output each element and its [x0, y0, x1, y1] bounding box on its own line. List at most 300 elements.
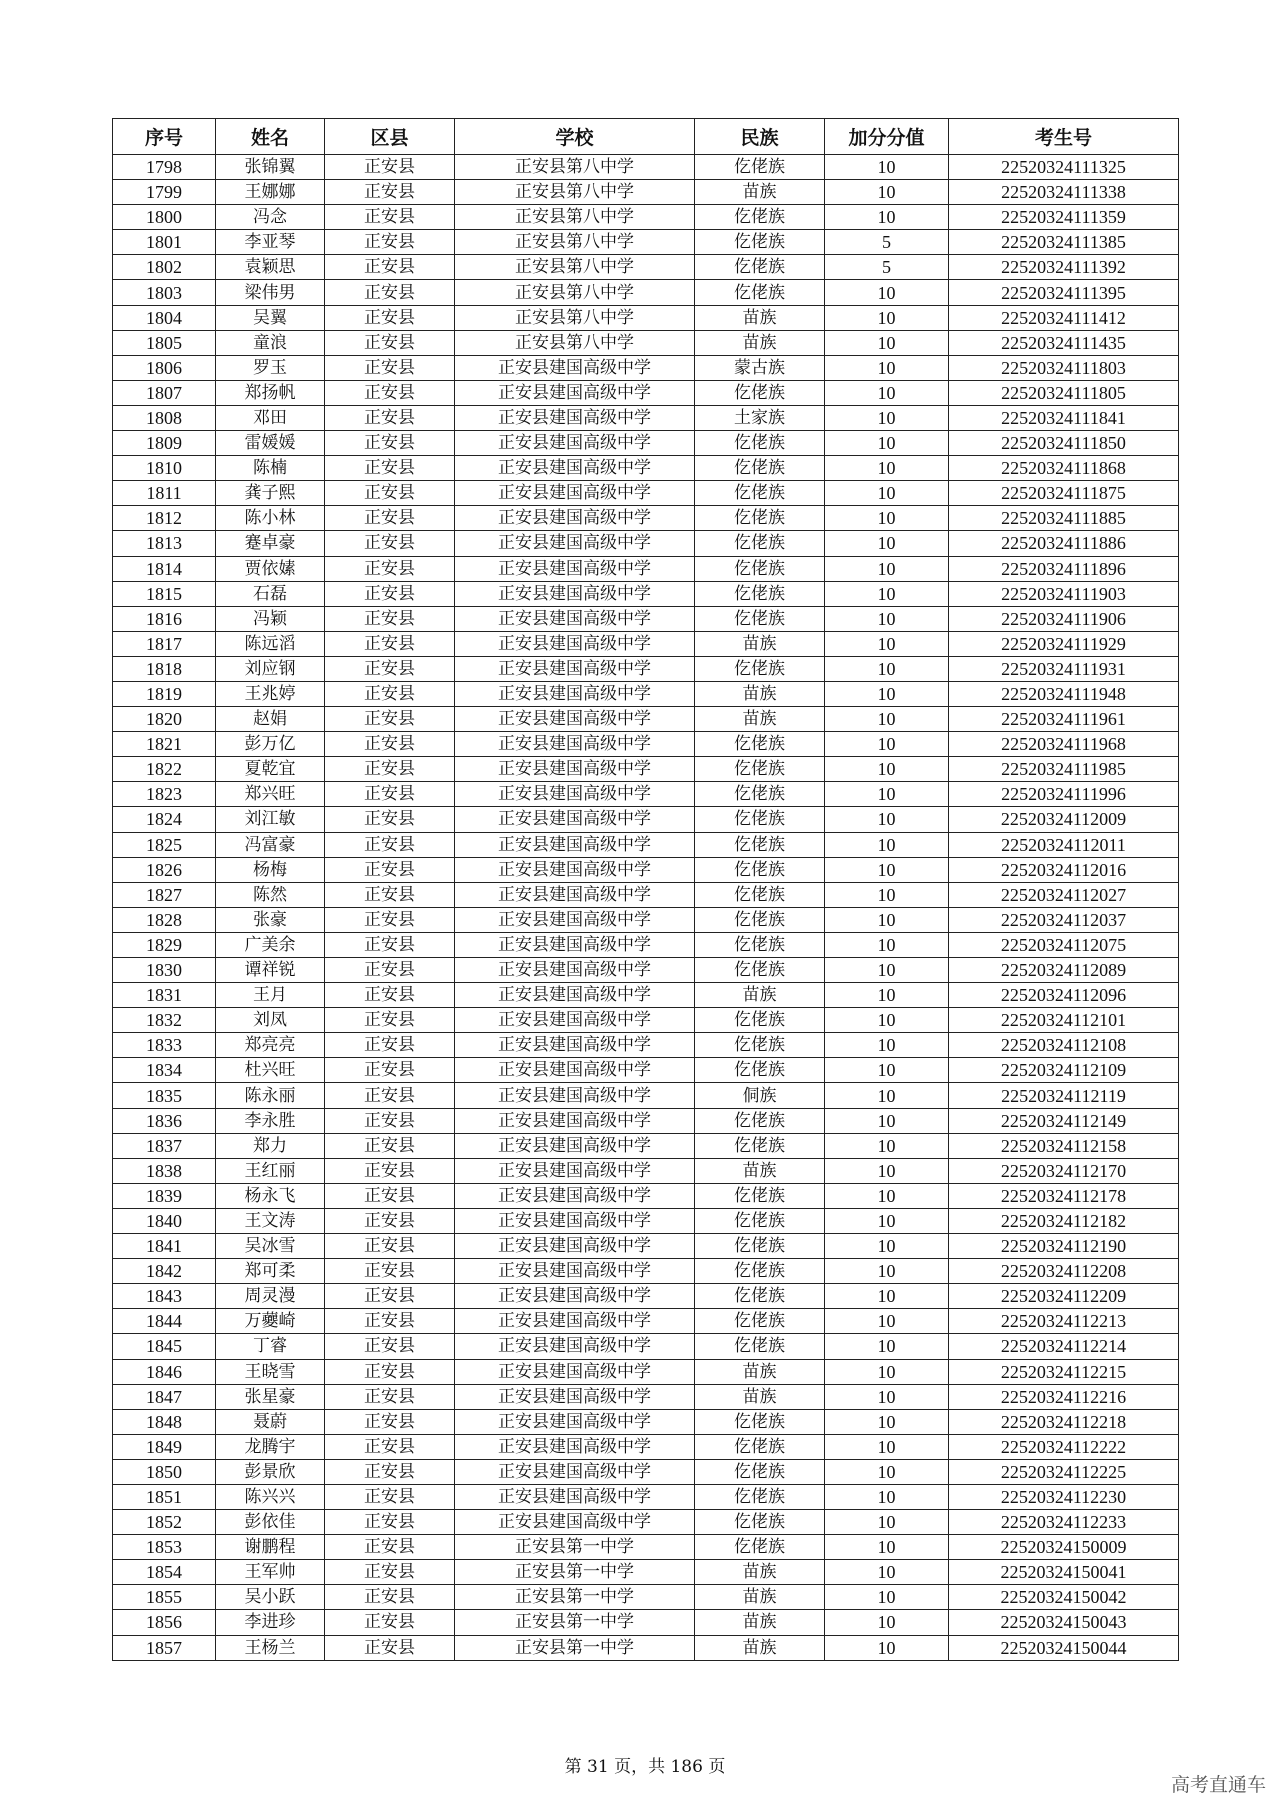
cell-ethnicity: 仡佬族 [695, 1183, 825, 1208]
cell-name: 邓田 [216, 405, 325, 430]
cell-ethnicity: 仡佬族 [695, 857, 825, 882]
table-row [113, 882, 1179, 907]
cell-bonus: 10 [825, 983, 949, 1008]
table-row [113, 807, 1179, 832]
cell-index: 1823 [113, 782, 216, 807]
table-row [113, 1409, 1179, 1434]
cell-school: 正安县建国高级中学 [455, 907, 695, 932]
cell-name: 彭景欣 [216, 1459, 325, 1484]
cell-bonus: 10 [825, 1610, 949, 1635]
table-row [113, 330, 1179, 355]
cell-exam-id: 22520324112119 [949, 1083, 1179, 1108]
cell-exam-id: 22520324111805 [949, 380, 1179, 405]
cell-county: 正安县 [325, 1234, 455, 1259]
cell-bonus: 10 [825, 1033, 949, 1058]
cell-school: 正安县建国高级中学 [455, 782, 695, 807]
cell-county: 正安县 [325, 380, 455, 405]
table-row [113, 1083, 1179, 1108]
table-row [113, 280, 1179, 305]
cell-county: 正安县 [325, 355, 455, 380]
cell-county: 正安县 [325, 1309, 455, 1334]
cell-county: 正安县 [325, 431, 455, 456]
table-row [113, 1359, 1179, 1384]
cell-bonus: 10 [825, 782, 949, 807]
cell-school: 正安县建国高级中学 [455, 631, 695, 656]
cell-index: 1802 [113, 255, 216, 280]
cell-exam-id: 22520324112089 [949, 958, 1179, 983]
cell-index: 1828 [113, 907, 216, 932]
cell-bonus: 10 [825, 1409, 949, 1434]
cell-name: 冯念 [216, 205, 325, 230]
cell-ethnicity: 仡佬族 [695, 230, 825, 255]
cell-bonus: 10 [825, 832, 949, 857]
cell-ethnicity: 仡佬族 [695, 1234, 825, 1259]
cell-exam-id: 22520324112011 [949, 832, 1179, 857]
cell-index: 1822 [113, 757, 216, 782]
cell-ethnicity: 仡佬族 [695, 1058, 825, 1083]
cell-ethnicity: 仡佬族 [695, 1409, 825, 1434]
cell-name: 彭依佳 [216, 1510, 325, 1535]
cell-exam-id: 22520324111896 [949, 556, 1179, 581]
cell-school: 正安县建国高级中学 [455, 506, 695, 531]
bonus-points-table [112, 118, 1179, 1661]
cell-school: 正安县建国高级中学 [455, 1234, 695, 1259]
cell-ethnicity: 仡佬族 [695, 1033, 825, 1058]
cell-exam-id: 22520324150042 [949, 1585, 1179, 1610]
table-row [113, 958, 1179, 983]
cell-name: 郑扬帆 [216, 380, 325, 405]
cell-exam-id: 22520324112216 [949, 1384, 1179, 1409]
cell-name: 王晓雪 [216, 1359, 325, 1384]
cell-county: 正安县 [325, 958, 455, 983]
cell-name: 陈远滔 [216, 631, 325, 656]
cell-name: 聂蔚 [216, 1409, 325, 1434]
cell-bonus: 10 [825, 1560, 949, 1585]
table-row [113, 255, 1179, 280]
table-row [113, 832, 1179, 857]
cell-ethnicity: 仡佬族 [695, 757, 825, 782]
cell-exam-id: 22520324112149 [949, 1108, 1179, 1133]
cell-school: 正安县第八中学 [455, 180, 695, 205]
table-row [113, 506, 1179, 531]
cell-bonus: 10 [825, 330, 949, 355]
cell-ethnicity: 仡佬族 [695, 832, 825, 857]
header-school: 学校 [455, 119, 695, 155]
cell-ethnicity: 仡佬族 [695, 1208, 825, 1233]
cell-name: 李亚琴 [216, 230, 325, 255]
cell-name: 吴小跃 [216, 1585, 325, 1610]
cell-bonus: 10 [825, 481, 949, 506]
cell-index: 1815 [113, 581, 216, 606]
table-row [113, 1560, 1179, 1585]
cell-exam-id: 22520324112225 [949, 1459, 1179, 1484]
table-row [113, 481, 1179, 506]
cell-bonus: 10 [825, 1259, 949, 1284]
cell-index: 1818 [113, 656, 216, 681]
cell-name: 冯富豪 [216, 832, 325, 857]
cell-ethnicity: 苗族 [695, 983, 825, 1008]
cell-ethnicity: 仡佬族 [695, 882, 825, 907]
cell-index: 1844 [113, 1309, 216, 1334]
cell-bonus: 10 [825, 456, 949, 481]
cell-exam-id: 22520324112109 [949, 1058, 1179, 1083]
cell-name: 王兆婷 [216, 681, 325, 706]
table-row [113, 456, 1179, 481]
cell-ethnicity: 苗族 [695, 1610, 825, 1635]
cell-county: 正安县 [325, 456, 455, 481]
cell-name: 石磊 [216, 581, 325, 606]
cell-name: 赵娟 [216, 707, 325, 732]
cell-index: 1803 [113, 280, 216, 305]
cell-exam-id: 22520324111875 [949, 481, 1179, 506]
cell-ethnicity: 侗族 [695, 1083, 825, 1108]
cell-bonus: 5 [825, 255, 949, 280]
cell-bonus: 10 [825, 857, 949, 882]
cell-ethnicity: 苗族 [695, 1384, 825, 1409]
cell-county: 正安县 [325, 1284, 455, 1309]
cell-name: 吴冰雪 [216, 1234, 325, 1259]
table-row [113, 707, 1179, 732]
cell-school: 正安县建国高级中学 [455, 1434, 695, 1459]
cell-index: 1810 [113, 456, 216, 481]
cell-ethnicity: 仡佬族 [695, 1434, 825, 1459]
cell-school: 正安县第八中学 [455, 280, 695, 305]
cell-county: 正安县 [325, 205, 455, 230]
cell-index: 1819 [113, 681, 216, 706]
cell-index: 1809 [113, 431, 216, 456]
cell-county: 正安县 [325, 1635, 455, 1660]
cell-name: 王军帅 [216, 1560, 325, 1585]
cell-county: 正安县 [325, 882, 455, 907]
table-row [113, 230, 1179, 255]
cell-school: 正安县建国高级中学 [455, 958, 695, 983]
cell-bonus: 10 [825, 1334, 949, 1359]
cell-county: 正安县 [325, 1133, 455, 1158]
cell-ethnicity: 苗族 [695, 707, 825, 732]
cell-school: 正安县建国高级中学 [455, 656, 695, 681]
cell-ethnicity: 苗族 [695, 631, 825, 656]
header-ethnicity: 民族 [695, 119, 825, 155]
cell-bonus: 10 [825, 1484, 949, 1509]
cell-name: 张豪 [216, 907, 325, 932]
cell-school: 正安县第八中学 [455, 305, 695, 330]
cell-name: 陈然 [216, 882, 325, 907]
cell-name: 陈小林 [216, 506, 325, 531]
cell-index: 1798 [113, 155, 216, 180]
cell-exam-id: 22520324111968 [949, 732, 1179, 757]
cell-county: 正安县 [325, 782, 455, 807]
cell-bonus: 10 [825, 958, 949, 983]
cell-index: 1833 [113, 1033, 216, 1058]
table-row [113, 757, 1179, 782]
cell-school: 正安县建国高级中学 [455, 1384, 695, 1409]
cell-bonus: 10 [825, 355, 949, 380]
cell-school: 正安县建国高级中学 [455, 481, 695, 506]
table-row [113, 1259, 1179, 1284]
cell-bonus: 10 [825, 1635, 949, 1660]
cell-index: 1811 [113, 481, 216, 506]
table-header-row [113, 119, 1179, 155]
table-row [113, 205, 1179, 230]
cell-bonus: 10 [825, 807, 949, 832]
cell-name: 李永胜 [216, 1108, 325, 1133]
cell-school: 正安县建国高级中学 [455, 431, 695, 456]
cell-bonus: 10 [825, 1284, 949, 1309]
page-number: 第 31 页，共 186 页 [564, 1757, 726, 1777]
cell-ethnicity: 苗族 [695, 180, 825, 205]
cell-exam-id: 22520324111931 [949, 656, 1179, 681]
cell-exam-id: 22520324111885 [949, 506, 1179, 531]
cell-name: 谭祥锐 [216, 958, 325, 983]
table-row [113, 1183, 1179, 1208]
cell-exam-id: 22520324111886 [949, 531, 1179, 556]
cell-ethnicity: 仡佬族 [695, 606, 825, 631]
cell-county: 正安县 [325, 1183, 455, 1208]
cell-name: 李进珍 [216, 1610, 325, 1635]
header-index: 序号 [113, 119, 216, 155]
cell-exam-id: 22520324111850 [949, 431, 1179, 456]
cell-exam-id: 22520324111961 [949, 707, 1179, 732]
cell-exam-id: 22520324111338 [949, 180, 1179, 205]
table-row [113, 180, 1179, 205]
cell-exam-id: 22520324111412 [949, 305, 1179, 330]
cell-ethnicity: 仡佬族 [695, 1259, 825, 1284]
cell-exam-id: 22520324112009 [949, 807, 1179, 832]
cell-name: 罗玉 [216, 355, 325, 380]
cell-ethnicity: 苗族 [695, 1158, 825, 1183]
cell-bonus: 10 [825, 305, 949, 330]
cell-bonus: 10 [825, 656, 949, 681]
cell-school: 正安县建国高级中学 [455, 556, 695, 581]
cell-school: 正安县建国高级中学 [455, 1510, 695, 1535]
cell-ethnicity: 土家族 [695, 405, 825, 430]
watermark: 高考直通车 [1170, 1774, 1266, 1796]
cell-county: 正安县 [325, 1158, 455, 1183]
table-row [113, 1158, 1179, 1183]
cell-index: 1827 [113, 882, 216, 907]
cell-bonus: 10 [825, 1083, 949, 1108]
cell-index: 1841 [113, 1234, 216, 1259]
cell-exam-id: 22520324111868 [949, 456, 1179, 481]
cell-county: 正安县 [325, 857, 455, 882]
cell-index: 1851 [113, 1484, 216, 1509]
cell-exam-id: 22520324112178 [949, 1183, 1179, 1208]
cell-ethnicity: 仡佬族 [695, 932, 825, 957]
cell-county: 正安县 [325, 531, 455, 556]
cell-index: 1806 [113, 355, 216, 380]
cell-school: 正安县建国高级中学 [455, 757, 695, 782]
cell-name: 刘江敏 [216, 807, 325, 832]
cell-exam-id: 22520324112037 [949, 907, 1179, 932]
cell-bonus: 10 [825, 1208, 949, 1233]
cell-school: 正安县建国高级中学 [455, 882, 695, 907]
table-row [113, 681, 1179, 706]
cell-bonus: 10 [825, 1459, 949, 1484]
table-row [113, 1008, 1179, 1033]
cell-county: 正安县 [325, 1334, 455, 1359]
cell-exam-id: 22520324111903 [949, 581, 1179, 606]
cell-index: 1855 [113, 1585, 216, 1610]
cell-name: 万虁崎 [216, 1309, 325, 1334]
cell-bonus: 10 [825, 581, 949, 606]
cell-index: 1821 [113, 732, 216, 757]
cell-county: 正安县 [325, 1008, 455, 1033]
cell-school: 正安县第八中学 [455, 205, 695, 230]
cell-index: 1843 [113, 1284, 216, 1309]
cell-school: 正安县建国高级中学 [455, 1083, 695, 1108]
table-row [113, 782, 1179, 807]
cell-school: 正安县建国高级中学 [455, 932, 695, 957]
cell-county: 正安县 [325, 1208, 455, 1233]
cell-county: 正安县 [325, 280, 455, 305]
cell-index: 1801 [113, 230, 216, 255]
header-bonus: 加分分值 [825, 119, 949, 155]
cell-county: 正安县 [325, 1384, 455, 1409]
cell-bonus: 10 [825, 707, 949, 732]
cell-school: 正安县第八中学 [455, 255, 695, 280]
header-name: 姓名 [216, 119, 325, 155]
cell-county: 正安县 [325, 932, 455, 957]
cell-school: 正安县第一中学 [455, 1560, 695, 1585]
table-row [113, 1108, 1179, 1133]
cell-index: 1830 [113, 958, 216, 983]
cell-ethnicity: 仡佬族 [695, 531, 825, 556]
cell-exam-id: 22520324112209 [949, 1284, 1179, 1309]
table-row [113, 1459, 1179, 1484]
cell-ethnicity: 仡佬族 [695, 1309, 825, 1334]
cell-county: 正安县 [325, 1058, 455, 1083]
table-row [113, 857, 1179, 882]
cell-exam-id: 22520324111996 [949, 782, 1179, 807]
cell-ethnicity: 仡佬族 [695, 656, 825, 681]
cell-bonus: 10 [825, 1585, 949, 1610]
cell-bonus: 10 [825, 681, 949, 706]
cell-county: 正安县 [325, 907, 455, 932]
cell-county: 正安县 [325, 1434, 455, 1459]
cell-ethnicity: 仡佬族 [695, 1334, 825, 1359]
cell-bonus: 10 [825, 1158, 949, 1183]
cell-index: 1831 [113, 983, 216, 1008]
cell-name: 周灵漫 [216, 1284, 325, 1309]
cell-name: 陈楠 [216, 456, 325, 481]
cell-name: 龙腾宇 [216, 1434, 325, 1459]
table-row [113, 656, 1179, 681]
cell-exam-id: 22520324112208 [949, 1259, 1179, 1284]
table-row [113, 581, 1179, 606]
cell-name: 张星豪 [216, 1384, 325, 1409]
cell-county: 正安县 [325, 757, 455, 782]
cell-county: 正安县 [325, 581, 455, 606]
cell-index: 1799 [113, 180, 216, 205]
cell-bonus: 10 [825, 1008, 949, 1033]
cell-bonus: 10 [825, 280, 949, 305]
cell-bonus: 10 [825, 556, 949, 581]
cell-index: 1812 [113, 506, 216, 531]
cell-bonus: 10 [825, 1234, 949, 1259]
cell-bonus: 10 [825, 431, 949, 456]
table-row [113, 932, 1179, 957]
cell-school: 正安县建国高级中学 [455, 456, 695, 481]
cell-index: 1824 [113, 807, 216, 832]
header-county: 区县 [325, 119, 455, 155]
cell-county: 正安县 [325, 983, 455, 1008]
cell-school: 正安县建国高级中学 [455, 1183, 695, 1208]
table-row [113, 907, 1179, 932]
cell-name: 张锦翼 [216, 155, 325, 180]
cell-school: 正安县建国高级中学 [455, 1459, 695, 1484]
cell-name: 刘凤 [216, 1008, 325, 1033]
cell-county: 正安县 [325, 606, 455, 631]
cell-exam-id: 22520324111385 [949, 230, 1179, 255]
cell-exam-id: 22520324111395 [949, 280, 1179, 305]
cell-school: 正安县建国高级中学 [455, 380, 695, 405]
cell-exam-id: 22520324112108 [949, 1033, 1179, 1058]
cell-school: 正安县建国高级中学 [455, 1409, 695, 1434]
cell-index: 1846 [113, 1359, 216, 1384]
cell-ethnicity: 仡佬族 [695, 205, 825, 230]
cell-school: 正安县建国高级中学 [455, 1334, 695, 1359]
table-row [113, 1384, 1179, 1409]
cell-exam-id: 22520324112190 [949, 1234, 1179, 1259]
cell-bonus: 10 [825, 1309, 949, 1334]
table-row [113, 155, 1179, 180]
cell-index: 1850 [113, 1459, 216, 1484]
cell-bonus: 10 [825, 606, 949, 631]
cell-county: 正安县 [325, 1459, 455, 1484]
cell-exam-id: 22520324112213 [949, 1309, 1179, 1334]
cell-name: 吴翼 [216, 305, 325, 330]
cell-index: 1813 [113, 531, 216, 556]
cell-index: 1800 [113, 205, 216, 230]
table-row [113, 1033, 1179, 1058]
cell-name: 郑力 [216, 1133, 325, 1158]
cell-school: 正安县第八中学 [455, 230, 695, 255]
table-row [113, 355, 1179, 380]
cell-county: 正安县 [325, 155, 455, 180]
cell-county: 正安县 [325, 255, 455, 280]
table-row [113, 556, 1179, 581]
cell-index: 1853 [113, 1535, 216, 1560]
cell-ethnicity: 仡佬族 [695, 556, 825, 581]
cell-county: 正安县 [325, 1409, 455, 1434]
cell-bonus: 10 [825, 1535, 949, 1560]
cell-bonus: 5 [825, 230, 949, 255]
cell-name: 王杨兰 [216, 1635, 325, 1660]
cell-index: 1805 [113, 330, 216, 355]
cell-bonus: 10 [825, 1434, 949, 1459]
cell-county: 正安县 [325, 732, 455, 757]
cell-exam-id: 22520324112016 [949, 857, 1179, 882]
cell-name: 冯颖 [216, 606, 325, 631]
table-row [113, 1334, 1179, 1359]
cell-ethnicity: 仡佬族 [695, 907, 825, 932]
cell-county: 正安县 [325, 1083, 455, 1108]
cell-school: 正安县建国高级中学 [455, 355, 695, 380]
cell-bonus: 10 [825, 932, 949, 957]
cell-exam-id: 22520324112214 [949, 1334, 1179, 1359]
cell-exam-id: 22520324112101 [949, 1008, 1179, 1033]
cell-school: 正安县建国高级中学 [455, 405, 695, 430]
cell-ethnicity: 仡佬族 [695, 456, 825, 481]
table-row [113, 1610, 1179, 1635]
cell-index: 1804 [113, 305, 216, 330]
cell-county: 正安县 [325, 1259, 455, 1284]
table-row [113, 531, 1179, 556]
cell-bonus: 10 [825, 907, 949, 932]
cell-bonus: 10 [825, 405, 949, 430]
cell-school: 正安县建国高级中学 [455, 1133, 695, 1158]
table-row [113, 606, 1179, 631]
